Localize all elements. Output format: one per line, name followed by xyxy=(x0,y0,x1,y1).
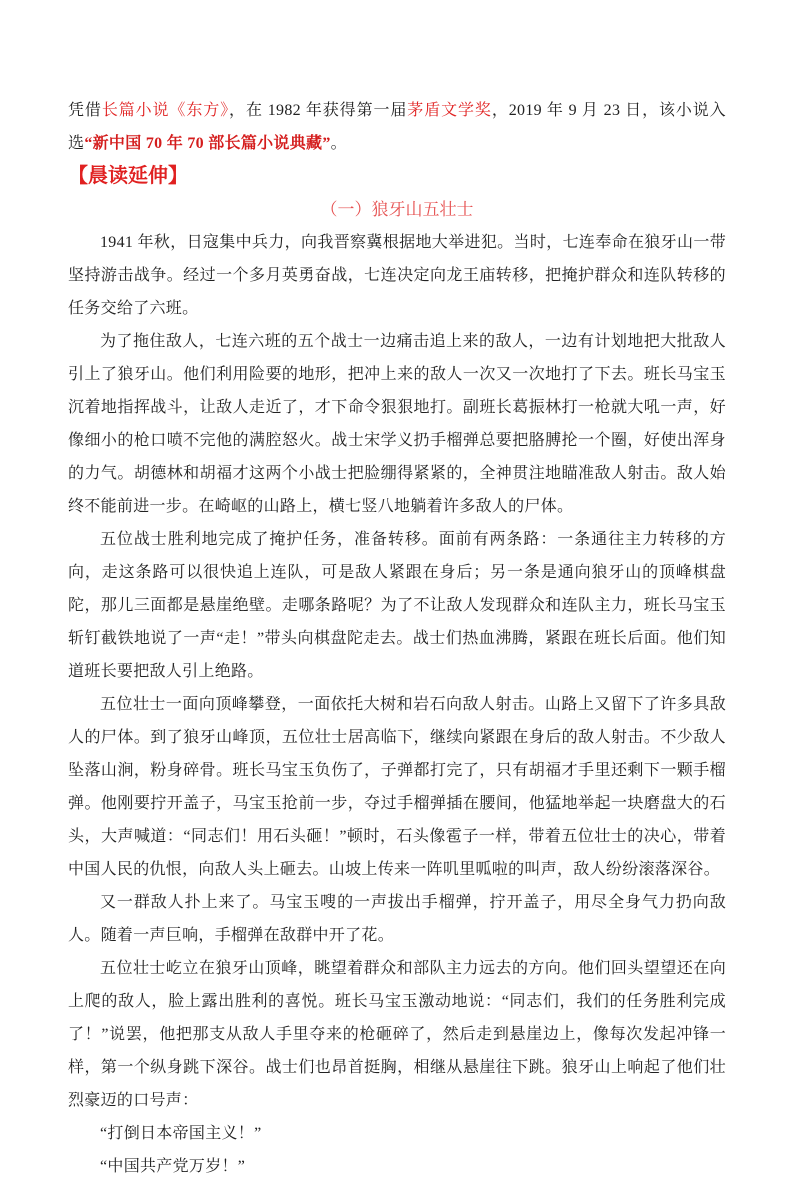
intro-segment-black: ，在 1982 年获得第一届 xyxy=(229,102,408,119)
article-paragraph: “中国共产党万岁！” xyxy=(100,1158,246,1175)
intro-segment-red-bold: “新中国 70 年 70 部长篇小说典藏” xyxy=(84,135,331,152)
article-paragraph: 五位壮士一面向顶峰攀登，一面依托大树和岩石向敌人射击。山路上又留下了许多具敌人的尸体。到了狼牙山峰顶，五位壮士居高临下，继续向紧跟在身后的敌人射击。不少敌人坠落山涧，粉身碎骨。班长马宝玉负伤了，子弹都打完了，只有胡福才手里还剩下一颗手榴弹。他刚要拧开盖子，马宝玉抢前一步，夺过手榴弹插在腰间，他猛地举起一块磨盘大的石头，大声喊道：“同志们！用石头砸！”顿时，石头像雹子一样，带着五位壮士的决心，带着中国人民的仇恨，向敌人头上砸去。山坡上传来一阵叽里呱啦的叫声，敌人纷纷滚落深谷。 xyxy=(68,696,726,878)
article-paragraph: 五位壮士屹立在狼牙山顶峰，眺望着群众和部队主力远去的方向。他们回头望望还在向上爬的敌人，脸上露出胜利的喜悦。班长马宝玉激动地说：“同志们，我们的任务胜利完成了！”说罢，他把那支从敌人手里夺来的枪砸碎了，然后走到悬崖边上，像每次发起冲锋一样，第一个纵身跳下深谷。战士们也昂首挺胸，相继从悬崖往下跳。狼牙山上响起了他们壮烈豪迈的口号声： xyxy=(68,960,726,1109)
article-paragraph: “打倒日本帝国主义！” xyxy=(100,1125,262,1142)
intro-segment-black: ，2019 年 9 月 23 日，该小说入选 xyxy=(68,102,726,152)
article-paragraph: 五位战士胜利地完成了掩护任务，准备转移。面前有两条路：一条通往主力转移的方向，走这条路可以很快追上连队，可是敌人紧跟在身后；另一条是通向狼牙山的顶峰棋盘陀，那儿三面都是悬崖绝壁。走哪条路呢？为了不让敌人发现群众和连队主力，班长马宝玉斩钉截铁地说了一声“走！”带头向棋盘陀走去。战士们热血沸腾，紧跟在班长后面。他们知道班长要把敌人引上绝路。 xyxy=(68,531,726,680)
article-paragraph: 为了拖住敌人，七连六班的五个战士一边痛击追上来的敌人，一边有计划地把大批敌人引上了狼牙山。他们利用险要的地形，把冲上来的敌人一次又一次地打了下去。班长马宝玉沉着地指挥战斗，让敌人走近了，才下命令狠狠地打。副班长葛振林打一枪就大吼一声，好像细小的枪口喷不完他的满腔怒火。战士宋学义扔手榴弹总要把胳膊抡一个圈，好使出浑身的力气。胡德林和胡福才这两个小战士把脸绷得紧紧的，全神贯注地瞄准敌人射击。敌人始终不能前进一步。在崎岖的山路上，横七竖八地躺着许多敌人的尸体。 xyxy=(68,333,726,515)
intro-segment-black: 。 xyxy=(330,135,347,152)
intro-segment-black: 凭借 xyxy=(68,102,102,119)
article-body xyxy=(68,226,726,1183)
article-title: （一）狼牙山五壮士 xyxy=(320,200,474,219)
intro-segment-red: 长篇小说《东方》 xyxy=(101,102,230,119)
intro-segment-red: 茅盾文学奖 xyxy=(407,102,492,119)
article-paragraph: 又一群敌人扑上来了。马宝玉嗖的一声拔出手榴弹，拧开盖子，用尽全身气力扔向敌人。随着一声巨响，手榴弹在敌群中开了花。 xyxy=(68,894,726,944)
section-heading: 【晨读延伸】 xyxy=(68,165,188,187)
article-paragraph: 1941 年秋，日寇集中兵力，向我晋察冀根据地大举进犯。当时，七连奉命在狼牙山一带坚持游击战争。经过一个多月英勇奋战，七连决定向龙王庙转移，把掩护群众和连队转移的任务交给了六班。 xyxy=(68,234,726,317)
intro-paragraph xyxy=(68,94,726,160)
